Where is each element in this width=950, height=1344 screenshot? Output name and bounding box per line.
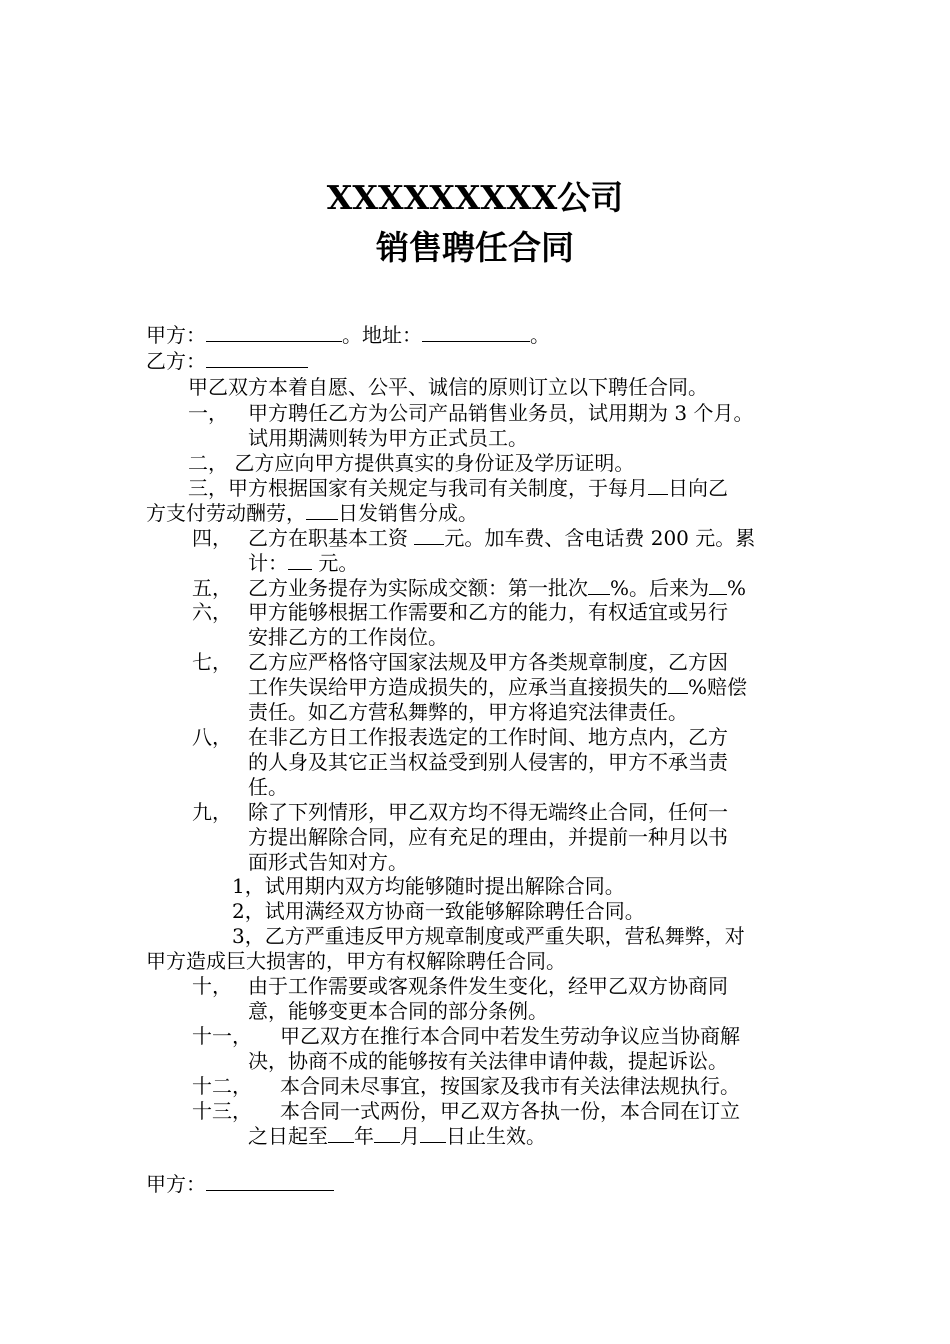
- clause-5-number: 五，: [192, 576, 232, 600]
- party-b-blank: [206, 349, 308, 368]
- clause-1-number: 一，: [188, 401, 228, 425]
- clause-12-number: 十二，: [192, 1074, 252, 1098]
- signature-party-a-label: 甲方：: [146, 1172, 206, 1196]
- contract-title: 销售聘任合同: [376, 228, 574, 267]
- party-a-label: 甲方：: [146, 323, 206, 347]
- clause-13-text-b: 日止生效。: [446, 1124, 546, 1148]
- party-a-blank: [206, 323, 342, 342]
- clause-3-text-c: 方支付劳动酬劳，: [146, 501, 306, 525]
- address-label: 。地址：: [342, 323, 422, 347]
- clause-7-text-b: %赔偿: [688, 675, 748, 699]
- compensation-blank: [668, 675, 688, 694]
- clause-11-line-2: 决，协商不成的能够按有关法律申请仲裁，提起诉讼。: [248, 1049, 728, 1073]
- party-b-line: [146, 349, 308, 374]
- clause-4-line-2: [248, 551, 358, 576]
- clause-9-line-3: 面形式告知对方。: [248, 850, 408, 874]
- clause-10-number: 十，: [192, 974, 232, 998]
- clause-4-number: 四，: [192, 526, 232, 550]
- clause-8-line-2: 的人身及其它正当权益受到别人侵害的，甲方不承当责: [248, 750, 728, 774]
- clause-7-text-a: 工作失误给甲方造成损失的，应承当直接损失的: [248, 675, 668, 699]
- month-blank: [374, 1124, 400, 1143]
- clause-6-number: 六，: [192, 600, 232, 624]
- clause-7-number: 七，: [192, 650, 232, 674]
- total-blank: [288, 551, 312, 570]
- sub-item-3-line-2: 甲方造成巨大损害的，甲方有权解除聘任合同。: [146, 949, 566, 973]
- clause-13-text-a: 之日起至: [248, 1124, 328, 1148]
- clause-8-line-3: 任。: [248, 775, 288, 799]
- sub-item-1: 1，试用期内双方均能够随时提出解除合同。: [232, 874, 625, 898]
- clause-5-line-1: [248, 576, 746, 601]
- clause-10-line-1: 由于工作需要或客观条件发生变化，经甲乙双方协商同: [248, 974, 728, 998]
- clause-9-line-2: 方提出解除合同，应有充足的理由，并提前一种月以书: [248, 825, 728, 849]
- clause-11-line-1: 甲乙双方在推行本合同中若发生劳动争议应当协商解: [280, 1024, 740, 1048]
- clause-13-line-1: 本合同一式两份，甲乙双方各执一份，本合同在订立: [280, 1099, 740, 1123]
- day-blank-1: [648, 476, 668, 495]
- salary-blank: [414, 526, 444, 545]
- commission-blank-2: [709, 576, 727, 595]
- clause-4-text-b: 元。加车费、含电话费 200 元。累: [444, 526, 756, 550]
- clause-13-number: 十三，: [192, 1099, 252, 1123]
- party-b-label: 乙方：: [146, 349, 206, 373]
- clause-3-line-1: [188, 476, 728, 501]
- clause-1-line-1: 甲方聘任乙方为公司产品销售业务员，试用期为 3 个月。: [248, 401, 754, 425]
- company-title: XXXXXXXXX公司: [326, 178, 624, 217]
- clause-10-line-2: 意，能够变更本合同的部分条例。: [248, 999, 548, 1023]
- day-blank-2: [306, 501, 338, 520]
- party-a-end: 。: [530, 323, 550, 347]
- clause-4-text-a: 乙方在职基本工资: [248, 526, 415, 550]
- clause-5-text-c: %: [727, 576, 747, 600]
- month-label: 月: [400, 1124, 420, 1148]
- clause-4-line-1: [248, 526, 755, 551]
- clause-3-text-a: 三，甲方根据国家有关规定与我司有关制度，于每月: [188, 476, 648, 500]
- clause-9-line-1: 除了下列情形，甲乙双方均不得无端终止合同，任何一: [248, 800, 728, 824]
- clause-12-line-1: 本合同未尽事宜，按国家及我市有关法律法规执行。: [280, 1074, 740, 1098]
- clause-8-number: 八，: [192, 725, 232, 749]
- clause-4-text-c: 计：: [248, 551, 288, 575]
- clause-9-number: 九，: [192, 800, 232, 824]
- clause-8-line-1: 在非乙方日工作报表选定的工作时间、地方点内，乙方: [248, 725, 728, 749]
- clause-5-text-b: %。后来为: [610, 576, 710, 600]
- clause-13-line-2: [248, 1124, 546, 1149]
- clause-3-line-2: [146, 501, 478, 526]
- sub-item-3-line-1: 3，乙方严重违反甲方规章制度或严重失职，营私舞弊，对: [232, 924, 745, 948]
- clause-11-number: 十一，: [192, 1024, 252, 1048]
- clause-3-text-d: 日发销售分成。: [338, 501, 478, 525]
- year-blank: [328, 1124, 354, 1143]
- clause-4-text-d: 元。: [312, 551, 359, 575]
- day-blank: [420, 1124, 446, 1143]
- commission-blank-1: [588, 576, 610, 595]
- clause-1-line-2: 试用期满则转为甲方正式员工。: [248, 426, 528, 450]
- clause-7-line-3: 责任。如乙方营私舞弊的，甲方将追究法律责任。: [248, 700, 688, 724]
- clause-6-line-2: 安排乙方的工作岗位。: [248, 625, 448, 649]
- clause-2: 二， 乙方应向甲方提供真实的身份证及学历证明。: [188, 451, 635, 475]
- clause-5-text-a: 乙方业务提存为实际成交额：第一批次: [248, 576, 588, 600]
- address-blank: [422, 323, 530, 342]
- clause-6-line-1: 甲方能够根据工作需要和乙方的能力，有权适宜或另行: [248, 600, 728, 624]
- year-label: 年: [354, 1124, 374, 1148]
- clause-7-line-1: 乙方应严格恪守国家法规及甲方各类规章制度，乙方因: [248, 650, 728, 674]
- sub-item-2: 2，试用满经双方协商一致能够解除聘任合同。: [232, 899, 645, 923]
- intro-text: 甲乙双方本着自愿、公平、诚信的原则订立以下聘任合同。: [188, 375, 708, 399]
- signature-party-a-blank: [206, 1172, 334, 1191]
- clause-7-line-2: [248, 675, 747, 700]
- party-a-line: [146, 323, 550, 348]
- signature-party-a: [146, 1172, 334, 1197]
- clause-3-text-b: 日向乙: [668, 476, 728, 500]
